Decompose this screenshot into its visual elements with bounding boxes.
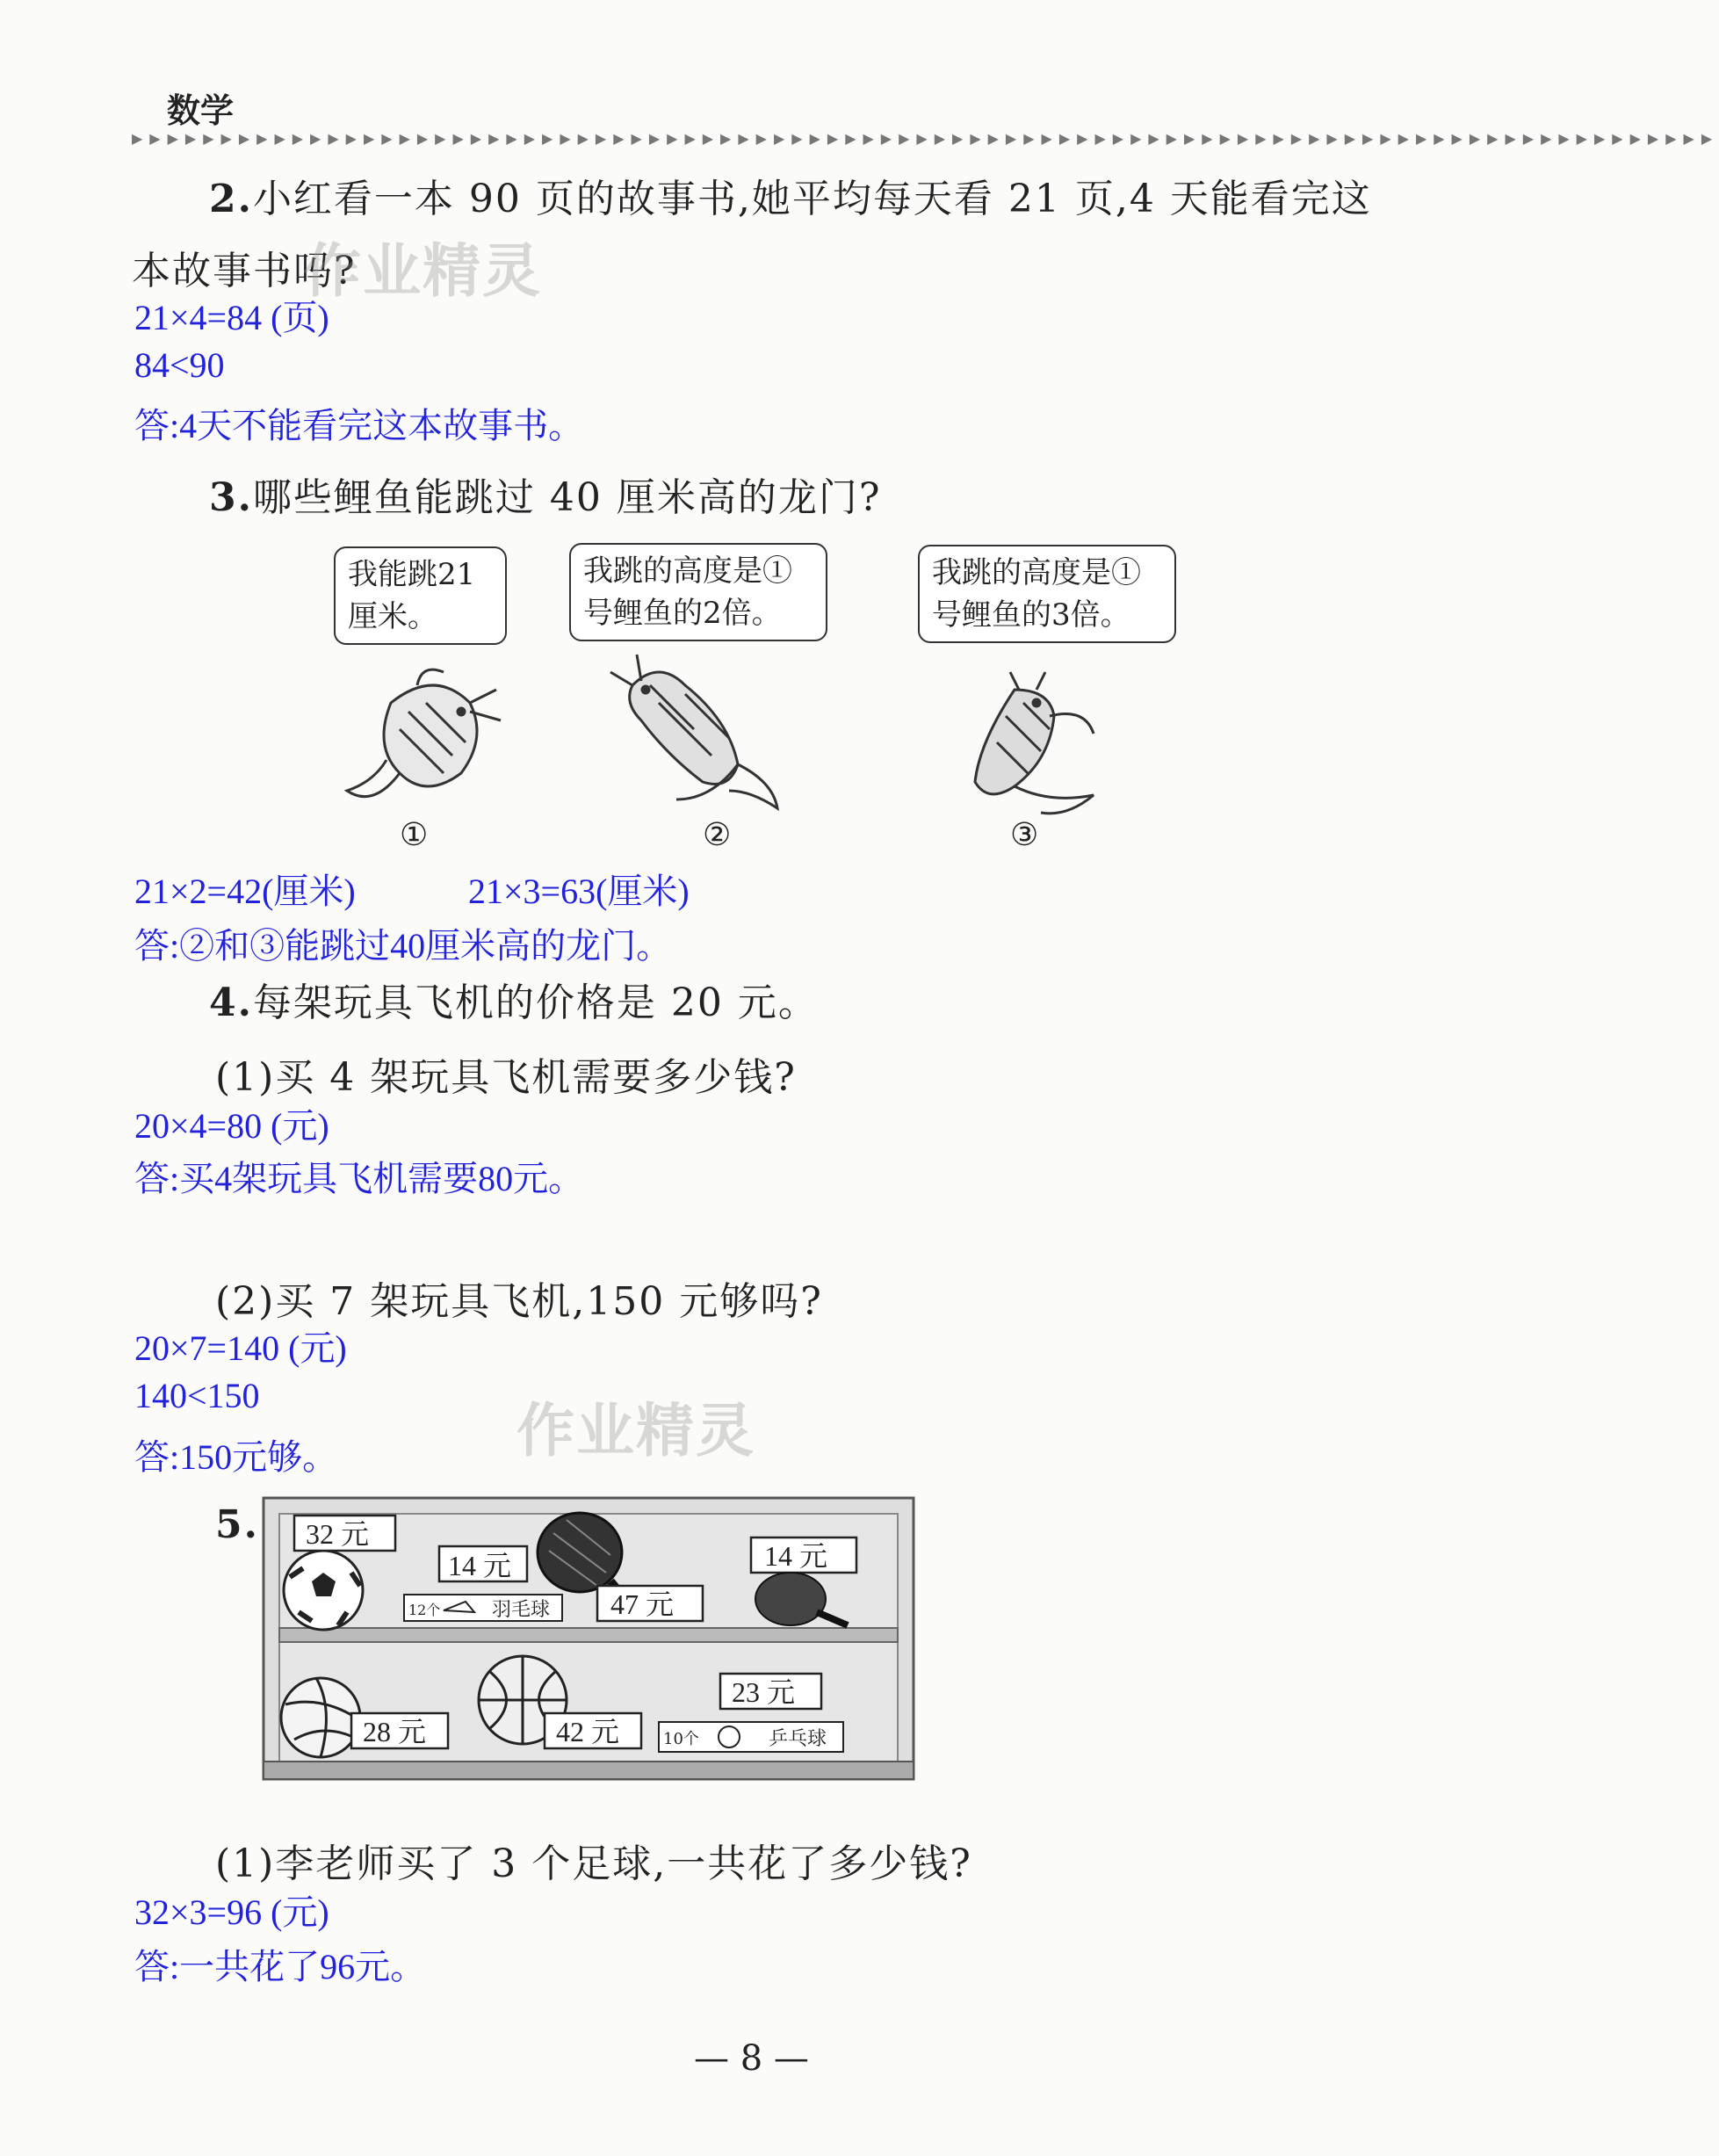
- q2-number: 2.: [209, 177, 253, 221]
- pingpong-count: 10个: [663, 1730, 699, 1748]
- q4-sub2-answer-1: 20×7=140 (元): [134, 1328, 347, 1368]
- q4-number: 4.: [209, 980, 253, 1025]
- pingpong-ball-icon: [719, 1726, 740, 1747]
- q2-line2: 本故事书吗?: [132, 249, 357, 293]
- badminton-name: 羽毛球: [492, 1599, 551, 1621]
- price-paddle: 14 元: [764, 1540, 828, 1572]
- bubble3-line1: 我跳的高度是①: [932, 555, 1141, 590]
- q4-text: 每架玩具飞机的价格是 20 元。: [252, 980, 819, 1025]
- watermark-1: 作业精灵: [303, 237, 542, 305]
- badminton-count: 12个: [408, 1602, 441, 1618]
- q3-line: [209, 466, 882, 522]
- q3-answer-1: 21×2=42(厘米): [134, 872, 356, 911]
- q4-sub1-answer-1: 20×4=80 (元): [134, 1106, 329, 1146]
- page-number: — 8 —: [694, 2038, 809, 2079]
- q4-sub2-answer-3: 答:150元够。: [134, 1437, 338, 1477]
- bubble3-line2: 号鲤鱼的3倍。: [932, 597, 1130, 633]
- q2-answer-3: 答:4天不能看完这本故事书。: [134, 406, 584, 445]
- q3-number: 3.: [209, 475, 253, 520]
- q4-line: [209, 971, 819, 1027]
- header-divider: ▶▶▶▶▶▶▶▶▶▶▶▶▶▶▶▶▶▶▶▶▶▶▶▶▶▶▶▶▶▶▶▶▶▶▶▶▶▶▶▶▶▶▶▶▶▶▶▶▶▶▶▶▶▶▶▶▶▶▶▶▶▶▶▶▶▶▶▶▶▶▶▶▶▶▶▶▶▶▶▶▶▶▶▶▶▶▶▶▶: [132, 130, 1719, 147]
- carp-3-illustration: [953, 672, 1111, 821]
- speech-bubble-1: [334, 546, 507, 645]
- q4-sub2-answer-2: 140<150: [134, 1376, 260, 1415]
- q4-sub1: (1)买 4 架玩具飞机需要多少钱?: [215, 1055, 797, 1100]
- q5-sub1-answer-1: 32×3=96 (元): [134, 1892, 329, 1932]
- q4-sub1-answer-2: 答:买4架玩具飞机需要80元。: [134, 1159, 584, 1198]
- watermark-2: 作业精灵: [516, 1397, 755, 1465]
- sports-shelf-illustration: [264, 1498, 914, 1779]
- fish-2-label: ②: [703, 817, 732, 853]
- carp-1-illustration: [338, 650, 505, 817]
- price-football: 32 元: [306, 1518, 370, 1550]
- carp-2-illustration: [606, 650, 782, 817]
- q2-line1: [209, 167, 1372, 223]
- bubble1-line2: 厘米。: [348, 599, 437, 634]
- q2-answer-1: 21×4=84 (页): [134, 298, 329, 337]
- price-racket: 47 元: [610, 1588, 675, 1620]
- bubble1-line1: 我能跳21: [348, 557, 476, 592]
- q5-sub1: (1)李老师买了 3 个足球,一共花了多少钱?: [215, 1841, 972, 1886]
- q3-answer-1b: 21×3=63(厘米): [468, 872, 690, 911]
- q3-answer-2: 答:②和③能跳过40厘米高的龙门。: [134, 926, 672, 966]
- speech-bubble-3: [918, 545, 1176, 643]
- fish-3-label: ③: [1010, 817, 1039, 853]
- price-badminton: 14 元: [448, 1550, 512, 1581]
- fish-1-label: ①: [400, 817, 429, 853]
- price-volleyball: 28 元: [363, 1716, 427, 1747]
- speech-bubble-2: [569, 543, 827, 641]
- q5-sub1-answer-2: 答:一共花了96元。: [134, 1947, 426, 1986]
- bubble2-line2: 号鲤鱼的2倍。: [583, 596, 782, 631]
- pingpong-name: 乒乓球: [769, 1728, 827, 1750]
- price-basketball: 42 元: [556, 1716, 620, 1747]
- price-pingpong: 23 元: [732, 1676, 796, 1708]
- q5-number: 5.: [215, 1502, 259, 1547]
- q4-sub2: (2)买 7 架玩具飞机,150 元够吗?: [215, 1279, 823, 1324]
- q2-answer-2: 84<90: [134, 345, 225, 385]
- q3-text: 哪些鲤鱼能跳过 40 厘米高的龙门?: [252, 475, 882, 520]
- q2-text: 小红看一本 90 页的故事书,她平均每天看 21 页,4 天能看完这: [252, 177, 1372, 221]
- subject-title: 数学: [167, 91, 235, 130]
- pingpong-paddle-icon: [755, 1573, 826, 1625]
- bubble2-line1: 我跳的高度是①: [583, 553, 792, 589]
